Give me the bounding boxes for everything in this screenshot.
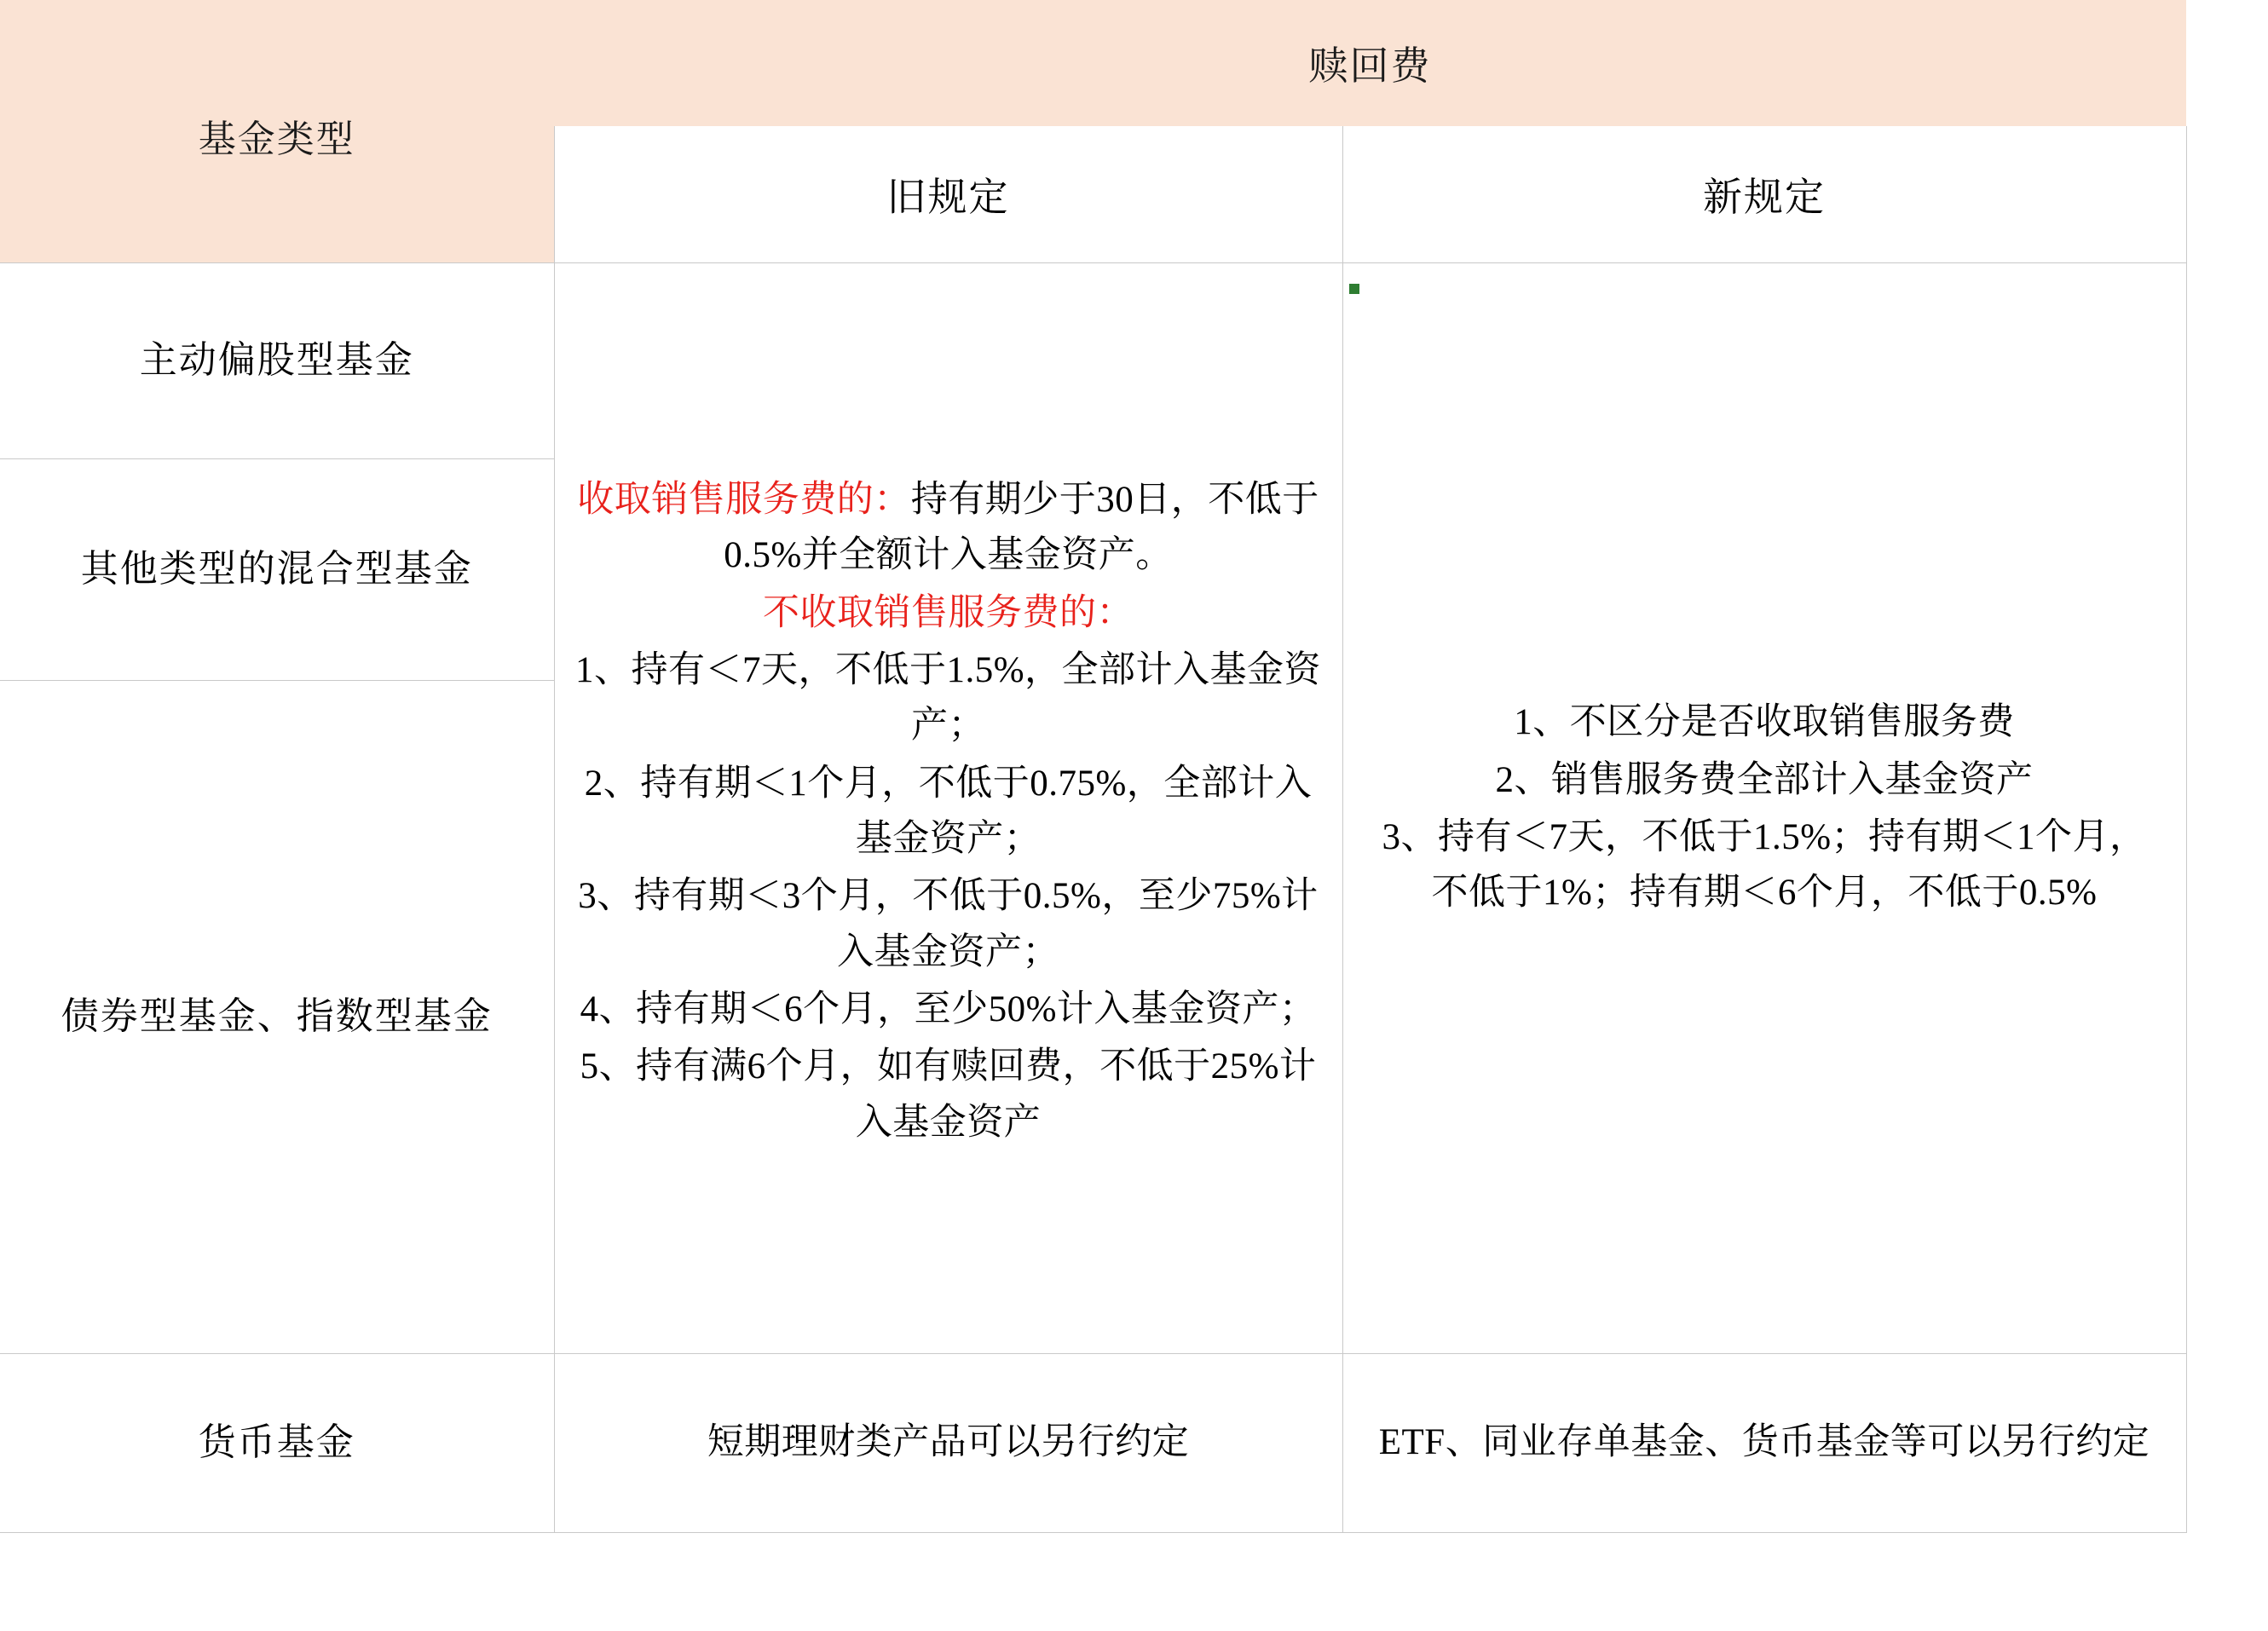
header-fund-type: 基金类型 [0,0,554,262]
header-redemption-fee: 赎回费 [554,0,2186,126]
new-rule-content [1342,262,2186,1353]
money-old-rule: 短期理财类产品可以另行约定 [554,1353,1342,1532]
table-row [0,262,2186,458]
old-rule-red-2: 不收取销售服务费的： [763,592,1134,633]
old-rule-rest-1: 持有期少于30日，不低于0.5%并全额计入基金资产。 [724,479,1319,576]
old-rule-line-2 [574,585,1324,641]
new-rule-item-2: 2、销售服务费全部计入基金资产 [1495,759,2034,800]
old-rule-line-1 [574,472,1324,584]
old-rule-item-5: 5、持有满6个月，如有赎回费，不低于25%计入基金资产 [580,1046,1317,1143]
old-rule-item-1: 1、持有＜7天，不低于1.5%，全部计入基金资产； [574,649,1322,746]
old-rule-item-2: 2、持有期＜1个月，不低于0.75%，全部计入基金资产； [584,763,1313,859]
money-new-rule: ETF、同业存单基金、货币基金等可以另行约定 [1342,1353,2186,1532]
old-rule-item-3: 3、持有期＜3个月，不低于0.5%，至少75%计入基金资产； [578,876,1319,972]
green-marker-icon [1349,284,1359,294]
table-row [0,1353,2186,1532]
table-header-top-row [0,0,2186,126]
old-rule-item-4: 4、持有期＜6个月，至少50%计入基金资产； [580,989,1317,1030]
row-type-money-fund: 货币基金 [0,1353,554,1532]
row-type-other-hybrid: 其他类型的混合型基金 [0,458,554,680]
new-rule-item-1: 1、不区分是否收取销售服务费 [1514,702,2015,743]
header-new-rule: 新规定 [1342,126,2186,262]
row-type-bond-index: 债券型基金、指数型基金 [0,680,554,1353]
new-rule-item-3: 3、持有＜7天，不低于1.5%；持有期＜1个月，不低于1%；持有期＜6个月，不低于0.5% [1382,817,2147,913]
old-rule-content [554,262,1342,1353]
header-old-rule: 旧规定 [554,126,1342,262]
old-rule-red-1: 收取销售服务费的： [577,479,911,520]
row-type-active-equity: 主动偏股型基金 [0,262,554,458]
